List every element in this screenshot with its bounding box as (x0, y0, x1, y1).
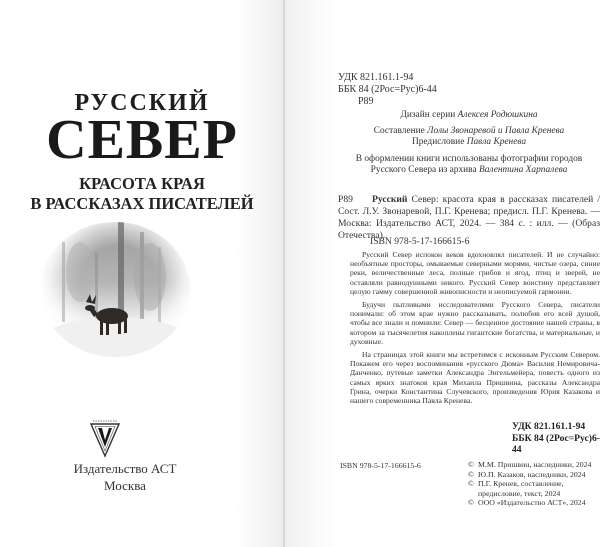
photographer-name: Валентина Харпалева (478, 164, 568, 175)
bbk-code: ББК 84 (2Рос=Рус)6-44 (338, 84, 437, 95)
foreword-label: Предисловие (411, 137, 467, 148)
biblio-entry (338, 194, 600, 242)
classification-codes-top (338, 72, 437, 108)
publisher-city: Москва (104, 478, 146, 493)
credits (338, 110, 600, 176)
foreword-author: Павла Кренева (466, 137, 527, 148)
compilers-names: Лолы Звонаревой и Павла Кренева (427, 126, 565, 137)
v-triangle-logo-icon (90, 418, 120, 458)
series-design-label: Дизайн серии (400, 110, 458, 120)
biblio-title-bold: Русский (372, 194, 408, 205)
classification-codes-bottom (512, 421, 600, 456)
author-mark: Р89 (358, 96, 374, 107)
annotation-paragraph: На страницах этой книги мы встретимся с исконным Русским Севером. Покажем его через воспоминания «русского Дюма» Василия Немировича-Данченко, путевые заметки Александра Энгельмейера, повесть одного из самых ярких знатоков края Михаила Пришвина, рассказы Александра Грина, очерки Константина Случевского, произведения Юрия Казакова и нашего современника Павла Кренева. (350, 350, 600, 406)
bibliographic-record (338, 194, 600, 242)
copyright-text: Ю.П. Казаков, наследники, 2024 (478, 469, 586, 479)
annotation (350, 250, 600, 409)
copyright-text: М.М. Пришвин, наследники, 2024 (478, 460, 592, 469)
copyright-icon: © (468, 479, 474, 489)
subtitle (0, 174, 284, 214)
copyright-text: П.Г. Кренев, составление, предисловие, текст, 2024 (478, 479, 564, 498)
series-design-credit (338, 110, 600, 121)
copyright-item (468, 498, 600, 508)
moose-forest-illustration (40, 222, 190, 357)
copyright-icon: © (468, 469, 474, 479)
compiled-credit (338, 126, 600, 137)
photos-credit-prefix: Русского Севера из архива (370, 164, 479, 175)
biblio-mark: Р89 (338, 194, 353, 205)
foreword-credit (338, 137, 600, 148)
annotation-paragraph: Будучи пытливыми исследователями Русского Севера, писатели понимали: об этом крае нужно рассказывать, полюбив его всей душой, чтобы все знали и помнили: Север — бесценное достояние нашей страны, в котором за тысячелетия накоплены гигантские богатства, и материальные, и духовные. (350, 300, 600, 346)
title-page (0, 0, 284, 547)
copyright-item (468, 479, 600, 498)
bbk-code-bottom: ББК 84 (2Рос=Рус)6-44 (512, 432, 600, 455)
copyright-icon: © (468, 460, 474, 469)
publisher-imprint (0, 460, 250, 494)
biblio-entry-text: Север: красота края в рассказах писателей / Сост. Л.У. Звонаревой, П.Г. Кренева; предисл. П.Г. Кренева. — Москва: Издательство АСТ, 2024. — 384 с. : илл. — (Образ Отечества). (338, 194, 600, 241)
title-main: СЕВЕР (46, 109, 238, 171)
photos-credit (338, 154, 600, 176)
annotation-paragraph: Русский Север испокон веков вдохновлял писателей. И не случайно: необъятные просторы, омываемые северными морями, чистые озера, синие реки, величественные леса, полные грибов и ягод, птиц и зверей, не оставляли равнодушными никого. Русский Север воистину представляет целую гамму совершенной живописности и неописуемой гармонии. (350, 250, 600, 296)
subtitle-line-1: КРАСОТА КРАЯ (79, 174, 205, 193)
isbn-top: ISBN 978-5-17-166615-6 (370, 236, 470, 247)
copyright-item (468, 460, 600, 470)
subtitle-line-2: В РАССКАЗАХ ПИСАТЕЛЕЙ (30, 194, 254, 213)
moose-photo (40, 222, 190, 357)
publisher-name: Издательство АСТ (73, 461, 177, 476)
title-top: РУССКИЙ (74, 90, 210, 116)
copyright-item (468, 470, 600, 480)
series-designer-name: Алексея Родюшкина (457, 110, 538, 120)
udk-code: УДК 821.161.1-94 (338, 72, 414, 83)
copyright-icon: © (468, 498, 474, 508)
compiled-label: Составление (373, 126, 428, 137)
otechestva-series-logo (90, 418, 120, 458)
photos-credit-line-1: В оформлении книги использованы фотографии городов (355, 153, 583, 164)
copyright-text: ООО «Издательство АСТ», 2024 (478, 498, 586, 508)
udk-code-bottom: УДК 821.161.1-94 (512, 421, 586, 432)
isbn-bottom: ISBN 978-5-17-166615-6 (340, 461, 421, 470)
copyright-notices (468, 460, 600, 508)
